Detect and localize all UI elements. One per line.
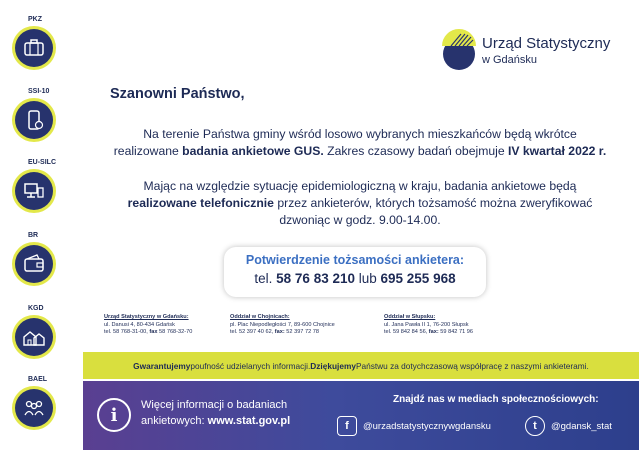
wallet-icon xyxy=(15,245,53,283)
paragraph-phone-info: Mając na względzie sytuację epidemiologiczną w kraju, badania ankietowe będą realizowane telefonicznie przez ankieterów, których tożsamość można zweryfikować dzwoniąc w godz. 9.00-14.00. xyxy=(127,179,593,227)
mobile-link[interactable]: 695 255 968 xyxy=(380,271,456,286)
suitcase-icon xyxy=(15,29,53,67)
logo-mark-icon xyxy=(437,22,481,72)
phone-link[interactable]: 58 76 83 210 xyxy=(276,271,355,286)
identity-verification-box xyxy=(224,247,486,297)
survey-label: SSI-10 xyxy=(28,88,50,95)
facebook-link[interactable]: f @urzadstatystycznywgdansku xyxy=(337,416,491,436)
survey-label: PKZ xyxy=(28,16,42,23)
people-icon xyxy=(15,389,53,427)
confidentiality-banner: Gwarantujemy poufność udzielanych informacji. Dziękujemy Państwu za dotychczasową współpracę z naszymi ankieterami. xyxy=(83,352,639,379)
footer xyxy=(83,381,639,450)
verification-title: Potwierdzenie tożsamości ankietera: xyxy=(245,253,465,267)
office-gdansk: Urząd Statystyczny w Gdańsku: ul. Danusi 4, 80-434 Gdańsk tel. 58 768-31-00, fax 58 768-32-70 xyxy=(104,314,193,336)
logo-subtitle: w Gdańsku xyxy=(482,54,538,66)
survey-label: KGD xyxy=(28,305,44,312)
office-logo xyxy=(437,22,637,82)
office-chojnice: Oddział w Chojnicach: pl. Plac Niepodległości 7, 89-600 Chojnice tel. 52 397 40 62, fax: 52 397 72 78 xyxy=(230,314,335,336)
survey-kgd xyxy=(6,305,64,367)
website-link[interactable]: www.stat.gov.pl xyxy=(207,415,291,427)
smartphone-icon xyxy=(15,101,53,139)
facebook-icon: f xyxy=(337,416,357,436)
office-slupsk: Oddział w Słupsku: ul. Jana Pawła II 1, 76-200 Słupsk tel. 59 842 84 56, fax: 59 842 71 96 xyxy=(384,314,473,336)
survey-bael xyxy=(6,376,64,438)
logo-title: Urząd Statystyczny xyxy=(482,35,611,52)
survey-label: EU-SILC xyxy=(28,159,56,166)
survey-br xyxy=(6,232,64,294)
greeting: Szanowni Państwo, xyxy=(110,86,245,102)
survey-pkz xyxy=(6,16,64,78)
twitter-link[interactable]: t @gdansk_stat xyxy=(525,416,612,436)
verification-phones: tel. 58 76 83 210 lub 695 255 968 xyxy=(254,271,456,286)
twitter-icon: t xyxy=(525,416,545,436)
survey-eusilc xyxy=(6,159,64,221)
survey-ssi10 xyxy=(6,88,64,150)
computer-icon xyxy=(15,172,53,210)
social-title: Znajdź nas w mediach społecznościowych: xyxy=(393,394,599,405)
info-icon: i xyxy=(97,398,131,432)
houses-icon xyxy=(15,318,53,356)
paragraph-survey-info: Na terenie Państwa gminy wśród losowo wybranych mieszkańców będą wkrótce realizowane badania ankietowe GUS. Zakres czasowy badań obejmuje IV kwartał 2022 r. xyxy=(113,127,607,158)
survey-label: BR xyxy=(28,232,39,239)
survey-label: BAEL xyxy=(28,376,48,383)
survey-sidebar xyxy=(0,0,70,450)
more-info-text: Więcej informacji o badaniach ankietowych: www.stat.gov.pl xyxy=(141,399,291,427)
